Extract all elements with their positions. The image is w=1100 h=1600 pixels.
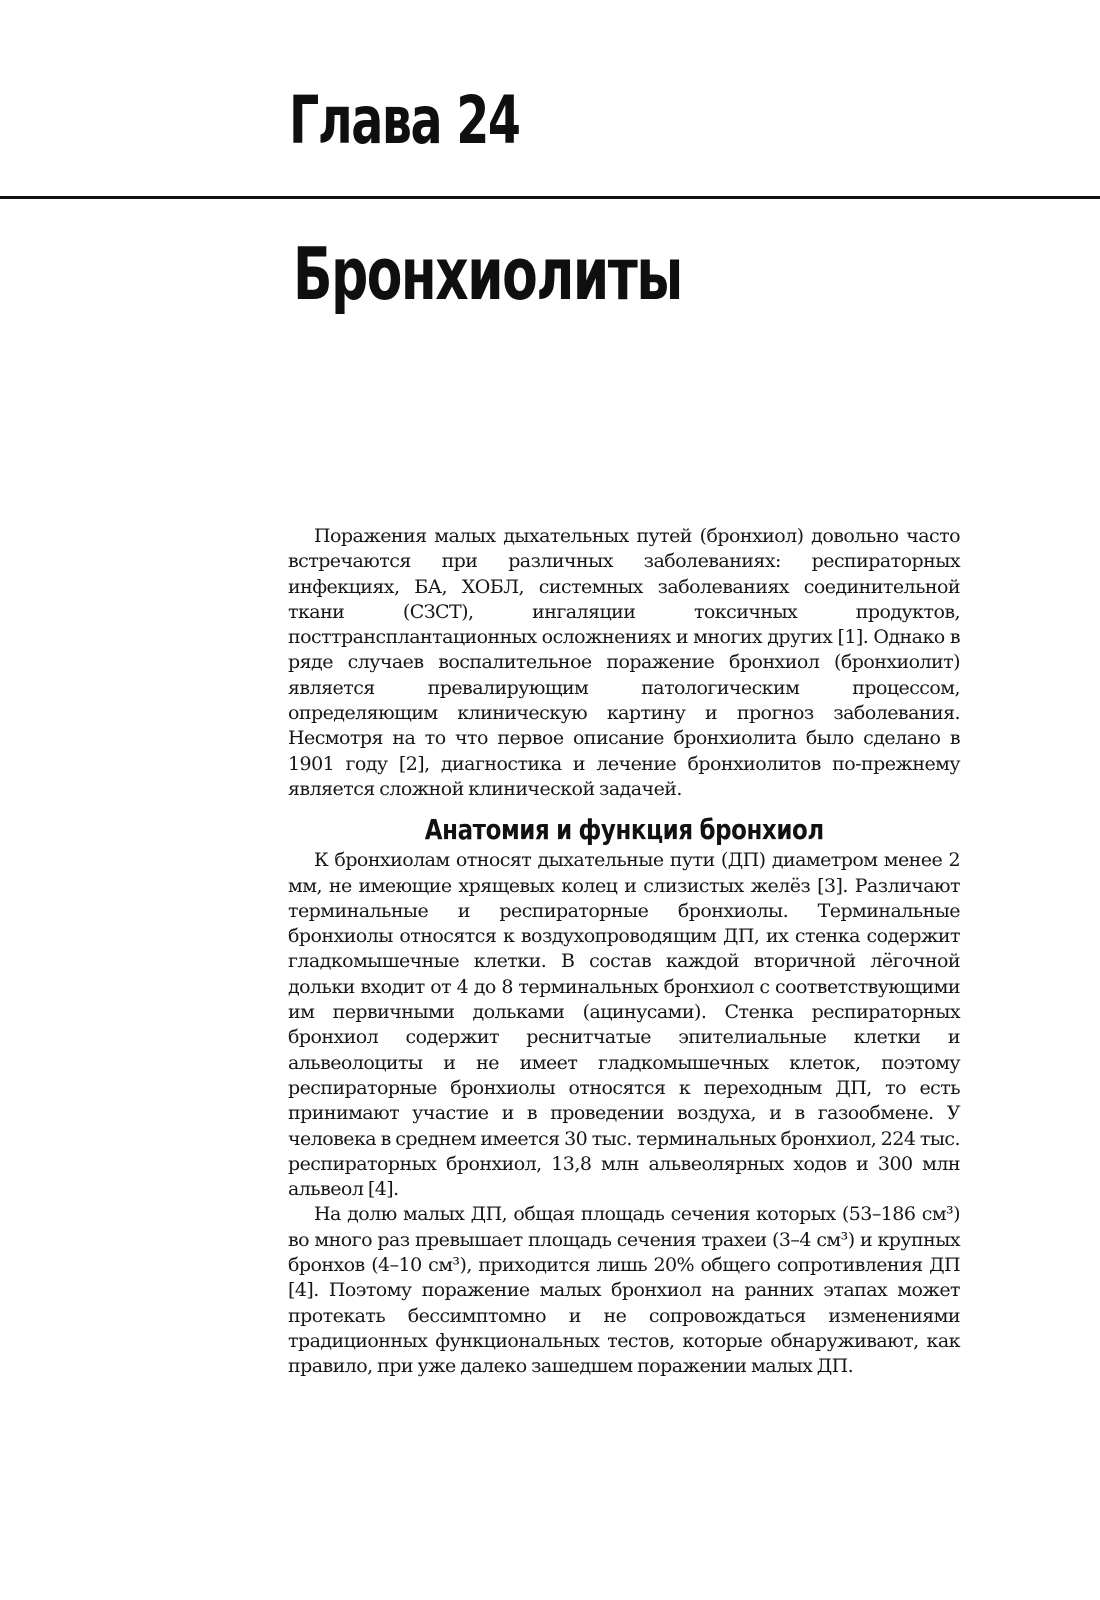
chapter-body bbox=[288, 524, 960, 1380]
chapter-title: Бронхиолиты bbox=[293, 232, 682, 316]
section-paragraph-2: На долю малых ДП, общая площадь сечения которых (53–186 см³) во много раз превышает площадь сечения трахеи (3–4 см³) и крупных бронхов (4–10 см³), приходится лишь 20% общего сопротивления ДП [4]. Поэтому поражение малых бронхиол на ранних этапах может протекать бессимптомно и не сопровождаться изменениями традиционных функциональных тестов, которые обнаруживают, как правило, при уже далеко зашедшем поражении малых ДП. bbox=[288, 1203, 960, 1378]
chapter-divider bbox=[0, 196, 1100, 199]
intro-paragraph: Поражения малых дыхательных путей (бронхиол) довольно часто встречаются при различных заболеваниях: респираторных инфекциях, БА, ХОБЛ, системных заболеваниях соединительной ткани (СЗСТ), ингаляции токсичных продуктов, посттрансплантационных осложнениях и многих других [1]. Однако в ряде случаев воспалительное поражение бронхиол (бронхиолит) является превалирующим патологическим процессом, определяющим клиническую картину и прогноз заболевания. Несмотря на то что первое описание бронхиолита было сделано в 1901 году [2], диагностика и лечение бронхиолитов по-прежнему является сложной клинической задачей. bbox=[288, 525, 960, 800]
chapter-label: Глава 24 bbox=[289, 82, 520, 159]
section-heading-text: Анатомия и функция бронхиол bbox=[424, 813, 824, 847]
section-heading bbox=[288, 814, 960, 846]
section-paragraph-1: К бронхиолам относят дыхательные пути (ДП) диаметром менее 2 мм, не имеющие хрящевых колец и слизистых желёз [3]. Различают терминальные и респираторные бронхиолы. Терминальные бронхиолы относятся к воздухопроводящим ДП, их стенка содержит гладкомышечные клетки. В состав каждой вторичной лёгочной дольки входит от 4 до 8 терминальных бронхиол с соответствующими им первичными дольками (ацинусами). Стенка респираторных бронхиол содержит реснитчатые эпителиальные клетки и альвеолоциты и не имеет гладкомышечных клеток, поэтому респираторные бронхиолы относятся к переходным ДП, то есть принимают участие и в проведении воздуха, и в газообмене. У человека в среднем имеется 30 тыс. терминальных бронхиол, 224 тыс. респираторных бронхиол, 13,8 млн альвеолярных ходов и 300 млн альвеол [4]. bbox=[288, 849, 960, 1201]
